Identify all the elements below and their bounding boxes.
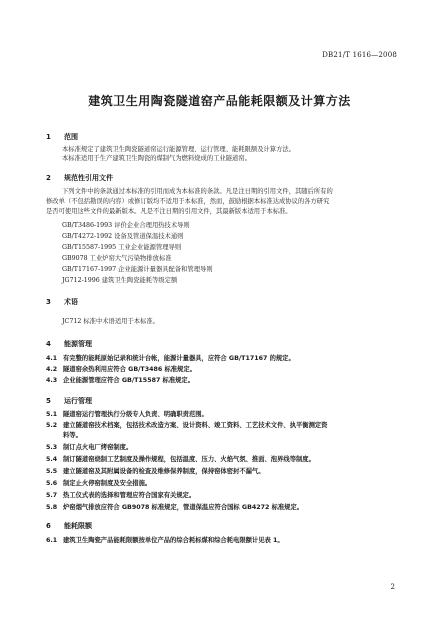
section-heading-5	[46, 396, 92, 406]
section-title: 规范性引用文件	[64, 174, 113, 182]
reference-item: GB/T15587-1995 工业企业能源管理导则	[62, 244, 182, 251]
clause	[46, 468, 265, 476]
section-number: 4	[46, 340, 51, 348]
clause-number: 5.4	[46, 456, 58, 463]
section-title: 能源管理	[64, 340, 92, 348]
clause-number: 5.7	[46, 492, 58, 499]
clause	[46, 456, 315, 464]
clause	[46, 366, 196, 374]
clause	[46, 492, 195, 500]
paragraph-line: 本标准规定了建筑卫生陶瓷隧道窑运行能源管理、运行管理、能耗限额及计算方法。	[62, 146, 295, 153]
clause-text: 隧道窑运行管理执行分级专人负责、明确职责范围。	[63, 411, 208, 418]
clause-text: 炉窑烟气排放应符合 GB9078 标准规定，管道保温应符合国标 GB4272 标准规定。	[63, 504, 304, 511]
section-title: 运行管理	[64, 397, 92, 405]
section-number: 2	[46, 174, 51, 182]
clause-text: 建立隧道窑技术档案，包括技术改造方案、设计资料、竣工资料、工艺技术文件、执平衡测定资	[63, 422, 328, 429]
clause	[46, 537, 284, 545]
section-number: 6	[46, 522, 51, 530]
clause-number: 5.2	[46, 422, 58, 429]
paragraph-line: 是否可使用这些文件的最新版本。凡是不注日期的引用文件，其最新版本适用于本标准。	[46, 208, 292, 215]
clause-text: 企业能源管理应符合 GB/T15587 标准规定。	[63, 377, 195, 384]
section-number: 5	[46, 397, 51, 405]
section-title: 范围	[64, 133, 78, 141]
reference-item: JG712-1996 建筑卫生陶瓷能耗等级定额	[62, 277, 178, 284]
reference-item: GB/T17167-1997 企业能源计量器具配备和管理导则	[62, 266, 213, 273]
clause	[46, 504, 303, 512]
paragraph-line: 下列文件中的条款通过本标准的引用而成为本标准的条款。凡是注日期的引用文件，其随后所有的	[62, 188, 333, 195]
page-title: 建筑卫生用陶瓷隧道窑产品能耗限额及计算方法	[88, 94, 351, 108]
clause-text: 制定止火停窑制度及安全措施。	[63, 480, 152, 487]
clause	[46, 377, 194, 385]
reference-item: GB/T4272-1992 设备及管道保温技术通则	[62, 233, 184, 240]
clause-text: 有完整的能耗原始记录和统计台帐，能源计量器具，应符合 GB/T17167 的规定。	[63, 355, 295, 362]
clause-number: 5.6	[46, 480, 58, 487]
section-heading-6	[46, 521, 92, 531]
reference-item: GB9078 工业炉窑大气污染物排放标准	[62, 255, 172, 262]
clause-continuation	[46, 432, 82, 440]
section-heading-1	[46, 132, 78, 142]
paragraph-line: 本标准适用于生产建筑卫生陶瓷的煤制气为燃料烧成的工业隧道窑。	[62, 155, 251, 162]
clause-number: 4.1	[46, 355, 58, 362]
clause-number: 5.8	[46, 504, 58, 511]
clause-number: 5.3	[46, 444, 58, 451]
clause-text: 制订隧道窑烧制工艺制度及操作规程，包括温度、压力、火焰气氛、推面、泡界线等制度。	[63, 456, 315, 463]
section-heading-2	[46, 173, 113, 183]
clause-number: 5.1	[46, 411, 58, 418]
section-number: 3	[46, 298, 51, 306]
section-number: 1	[46, 133, 51, 141]
clause	[46, 355, 295, 363]
reference-item: GB/T3486-1993 评价企业合理用热技术导则	[62, 222, 190, 229]
clause	[46, 480, 151, 488]
clause	[46, 411, 208, 419]
clause-text: 建筑卫生陶瓷产品能耗限额按单位产品的综合耗标煤和综合耗电限额计见表 1。	[63, 537, 284, 544]
clause-text: 料等。	[63, 432, 82, 439]
clause-text: 热工仪式表的选择和管理应符合国家有关规定。	[63, 492, 196, 499]
clause-number: 5.5	[46, 468, 58, 475]
clause-number: 4.2	[46, 366, 58, 373]
clause-number: 4.3	[46, 377, 58, 384]
clause-text: 隧道窑余热利用应符合 GB/T3486 标准规定。	[63, 366, 196, 373]
page-number: 2	[390, 583, 395, 591]
section-title: 能耗限额	[64, 522, 92, 530]
paragraph-line: JC712 标准中术语适用于本标准。	[62, 318, 159, 325]
clause-text: 制订点火电厂烤窑制度。	[63, 444, 133, 451]
section-heading-3	[46, 297, 78, 307]
clause	[46, 422, 327, 430]
section-heading-4	[46, 339, 92, 349]
standard-number: DB21/T 1616—2008	[322, 51, 397, 59]
clause	[46, 444, 132, 452]
section-title: 术语	[64, 298, 78, 306]
clause-text: 建立隧道窑及其附属设备的检查及维修保养制度，保持窑体密封不漏气。	[63, 468, 265, 475]
paragraph-line: 修改单（不包括勘误的内容）或修订版均不适用于本标准，然而，鼓励根据本标准达成协议的各方研究	[46, 198, 330, 205]
clause-number: 6.1	[46, 537, 58, 544]
